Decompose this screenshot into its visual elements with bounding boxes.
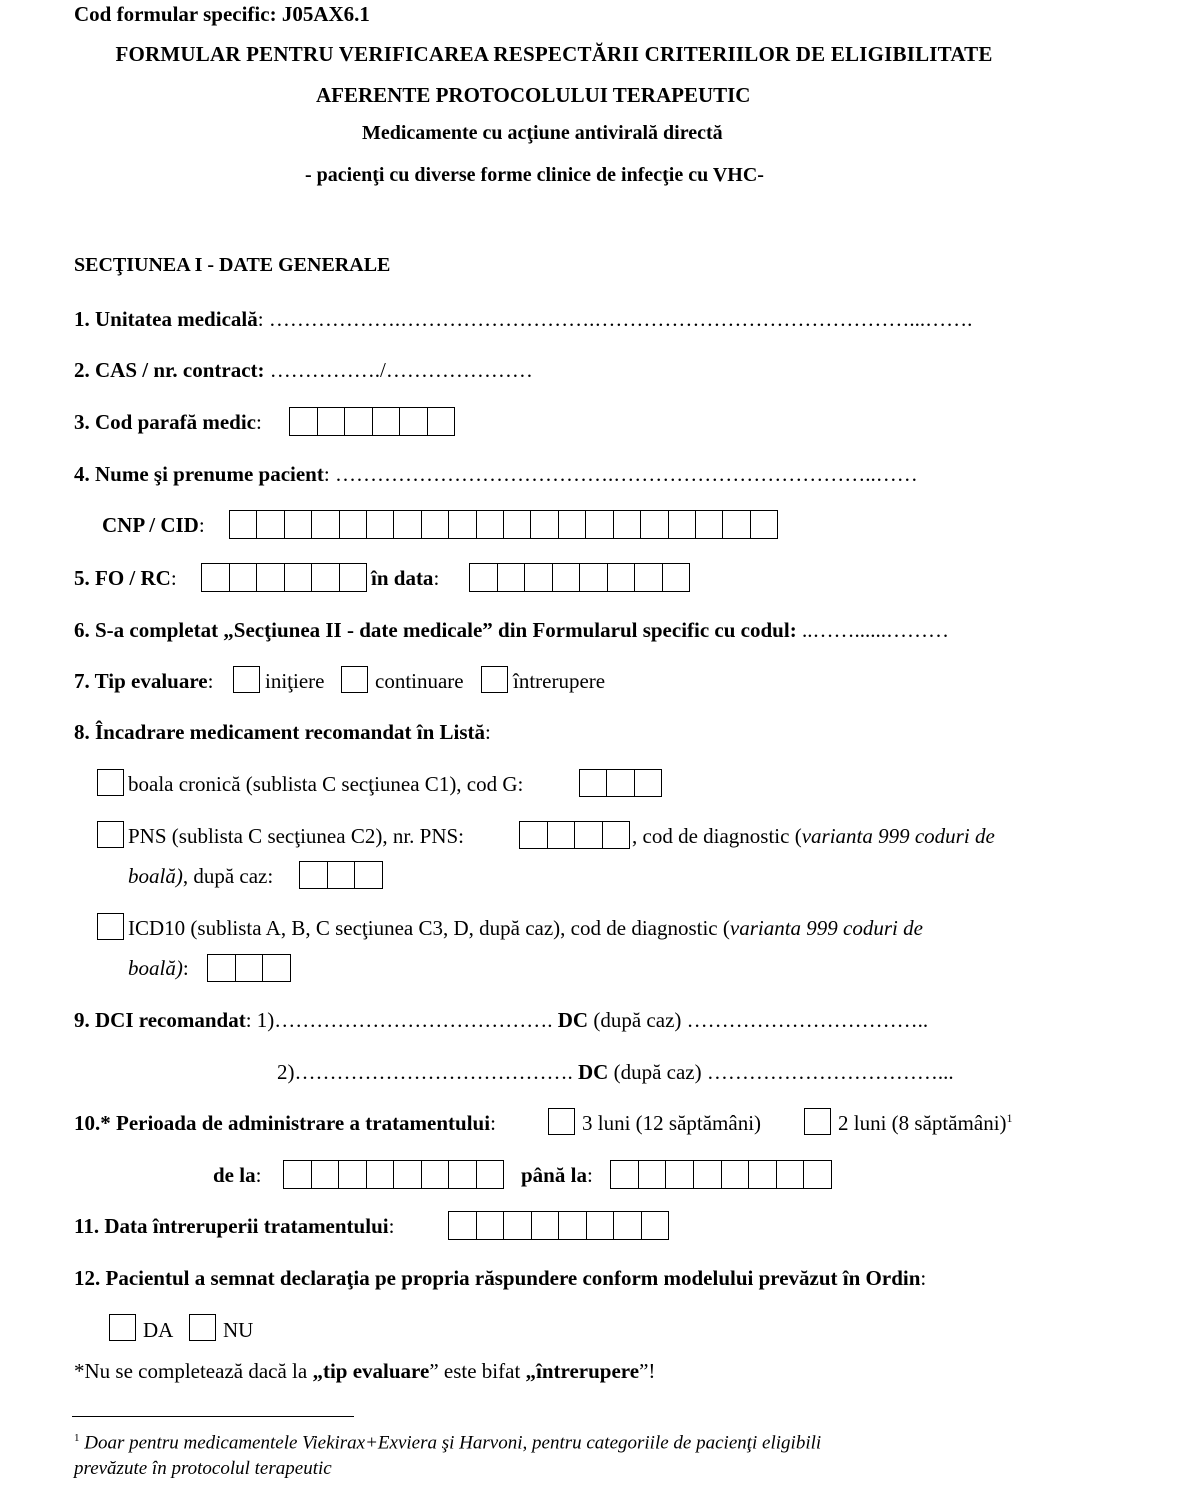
form-title-line1: FORMULAR PENTRU VERIFICAREA RESPECTĂRII CRITERIILOR DE ELIGIBILITATE — [115, 42, 993, 66]
field-colon: : — [433, 566, 440, 590]
field-colon: : — [256, 410, 262, 434]
form-subtitle1: Medicamente cu acţiune antivirală directă — [362, 122, 723, 144]
text-fragment: *Nu se completează dacă la — [74, 1359, 313, 1383]
option-2-luni-label — [838, 1111, 1013, 1136]
field-colon: : — [207, 669, 214, 693]
checkbox-2-luni[interactable] — [804, 1108, 831, 1135]
dotted-fill: ……………./………………… — [264, 358, 533, 382]
checkbox-3-luni[interactable] — [548, 1108, 575, 1135]
field-colon: : — [490, 1111, 496, 1135]
field-colon: : — [255, 1163, 262, 1187]
cod-g-boxes[interactable] — [579, 769, 662, 797]
option-3-luni-label: 3 luni (12 săptămâni) — [582, 1111, 762, 1135]
text-fragment: ”! — [639, 1359, 656, 1383]
dotted-fill: (după caz) ……………………………... — [608, 1060, 954, 1084]
footnote-separator — [72, 1416, 354, 1417]
pana-la-boxes[interactable] — [610, 1160, 832, 1189]
dotted-fill: : 1)…………………………………. — [245, 1008, 558, 1032]
text-fragment: : — [182, 956, 189, 980]
checkbox-initiere[interactable] — [233, 666, 260, 693]
field-colon: : — [388, 1214, 395, 1238]
field-perioada — [74, 1111, 496, 1136]
dc-label: DC — [557, 1008, 589, 1032]
field-label: 8. Încadrare medicament recomandat în Listă — [74, 720, 486, 744]
de-la-boxes[interactable] — [283, 1160, 504, 1189]
field-label: 7. Tip evaluare — [74, 669, 208, 693]
option-pns-diagnostic-cont — [128, 864, 273, 889]
field-label: CNP / CID — [102, 513, 199, 537]
checkbox-continuare[interactable] — [341, 666, 368, 693]
field-dci-2 — [277, 1060, 954, 1085]
field-declaratie — [74, 1266, 926, 1291]
checkbox-nu[interactable] — [189, 1314, 216, 1341]
option-intrerupere-label: întrerupere — [513, 669, 606, 693]
text-fragment: , după caz: — [182, 864, 274, 888]
option-pns-diagnostic — [632, 824, 995, 849]
field-colon: : — [485, 720, 491, 744]
note-text — [74, 1359, 655, 1384]
text-fragment: , cod de diagnostic ( — [632, 824, 802, 848]
fo-rc-boxes[interactable] — [201, 563, 367, 592]
text-fragment: Doar pentru medicamentele Viekirax+Exviera şi Harvoni, pentru categoriile de pacienţi eligibili — [79, 1432, 822, 1454]
field-unitatea-medicala — [74, 307, 972, 332]
form-subtitle2: - pacienţi cu diverse forme clinice de infecţie cu VHC- — [305, 164, 764, 186]
text-fragment: 2 luni (8 săptămâni) — [838, 1111, 1007, 1135]
field-colon: : — [920, 1266, 927, 1290]
checkbox-pns[interactable] — [97, 821, 124, 848]
option-boala-cronica-label: boala cronică (sublista C secţiunea C1), cod G: — [128, 772, 524, 796]
option-icd10-cont — [128, 956, 189, 981]
pns-diagnostic-boxes[interactable] — [299, 861, 383, 889]
option-icd10-label — [128, 916, 923, 941]
text-italic: varianta 999 coduri de — [801, 824, 995, 848]
form-title-line2: AFERENTE PROTOCOLULUI TERAPEUTIC — [316, 83, 751, 107]
field-fo-date-label — [371, 566, 439, 591]
field-dci-1 — [74, 1008, 928, 1033]
footnote-ref: 1 — [1006, 1111, 1013, 1125]
field-label: 9. DCI recomandat — [74, 1008, 246, 1032]
data-intreruperii-boxes[interactable] — [448, 1211, 669, 1240]
field-label: în data — [371, 566, 434, 590]
field-cod-parafa — [74, 410, 262, 435]
dotted-fill: 2)…………………………………. — [277, 1060, 578, 1084]
option-nu-label: NU — [223, 1318, 254, 1342]
text-italic: boală) — [128, 864, 183, 888]
field-nume-pacient — [74, 462, 918, 487]
field-colon: : — [170, 566, 177, 590]
dotted-fill: : ………………………………….………………………………..…… — [323, 462, 918, 486]
option-continuare-label: continuare — [375, 669, 464, 693]
dotted-fill: (după caz) …………………………….. — [588, 1008, 929, 1032]
option-da-label: DA — [143, 1318, 174, 1342]
field-label: 11. Data întreruperii tratamentului — [74, 1214, 389, 1238]
field-pana-la — [521, 1163, 593, 1188]
field-label: 5. FO / RC — [74, 566, 171, 590]
field-label: 1. Unitatea medicală — [74, 307, 258, 331]
field-label: 2. CAS / nr. contract: — [74, 358, 265, 382]
text-fragment: ” este bifat — [429, 1359, 526, 1383]
footnote-line2: prevăzute în protocolul terapeutic — [74, 1458, 332, 1479]
field-label: până la — [521, 1163, 587, 1187]
cnp-boxes[interactable] — [229, 510, 778, 539]
field-label: 6. S-a completat „Secţiunea II - date medicale” din Formularul specific cu codul: — [74, 618, 797, 642]
form-code: Cod formular specific: J05AX6.1 — [74, 2, 370, 26]
field-colon: : — [198, 513, 205, 537]
dc-label: DC — [578, 1060, 609, 1084]
dotted-fill: ..……......……… — [796, 618, 949, 642]
field-cnp — [102, 513, 205, 538]
field-tip-evaluare — [74, 669, 213, 694]
checkbox-da[interactable] — [109, 1314, 136, 1341]
field-sectiunea-ii — [74, 618, 949, 643]
field-colon: : — [586, 1163, 593, 1187]
field-de-la — [213, 1163, 261, 1188]
field-label: 10.* Perioada de administrare a tratamentului — [74, 1111, 491, 1135]
icd10-diagnostic-boxes[interactable] — [207, 954, 291, 982]
field-label: 12. Pacientul a semnat declaraţia pe propria răspundere conform modelului prevăzut în Ordin — [74, 1266, 921, 1290]
field-fo-rc — [74, 566, 177, 591]
nr-pns-boxes[interactable] — [519, 821, 630, 849]
checkbox-icd10[interactable] — [97, 913, 124, 940]
field-cas-contract — [74, 358, 533, 383]
footnote-line1 — [74, 1432, 821, 1454]
section-title: SECŢIUNEA I - DATE GENERALE — [74, 254, 391, 276]
field-label: de la — [213, 1163, 256, 1187]
text-bold: „tip evaluare — [312, 1359, 430, 1383]
text-italic: varianta 999 coduri de — [729, 916, 923, 940]
checkbox-boala-cronica[interactable] — [97, 769, 124, 796]
field-label: 3. Cod parafă medic — [74, 410, 256, 434]
field-incadrare — [74, 720, 491, 745]
text-fragment: ICD10 (sublista A, B, C secţiunea C3, D, după caz), cod de diagnostic ( — [128, 916, 730, 940]
option-initiere-label: iniţiere — [265, 669, 325, 693]
field-data-intreruperii — [74, 1214, 394, 1239]
fo-date-boxes[interactable] — [469, 563, 690, 592]
text-bold: „întrerupere — [525, 1359, 640, 1383]
text-italic: boală) — [128, 956, 183, 980]
cod-parafa-boxes[interactable] — [289, 407, 455, 436]
option-pns-label: PNS (sublista C secţiunea C2), nr. PNS: — [128, 824, 465, 848]
footnote-marker: 1 — [74, 1432, 80, 1444]
dotted-fill: : ……………….……………………….………………………………………...……. — [257, 307, 973, 331]
checkbox-intrerupere[interactable] — [481, 666, 508, 693]
field-label: 4. Nume şi prenume pacient — [74, 462, 324, 486]
